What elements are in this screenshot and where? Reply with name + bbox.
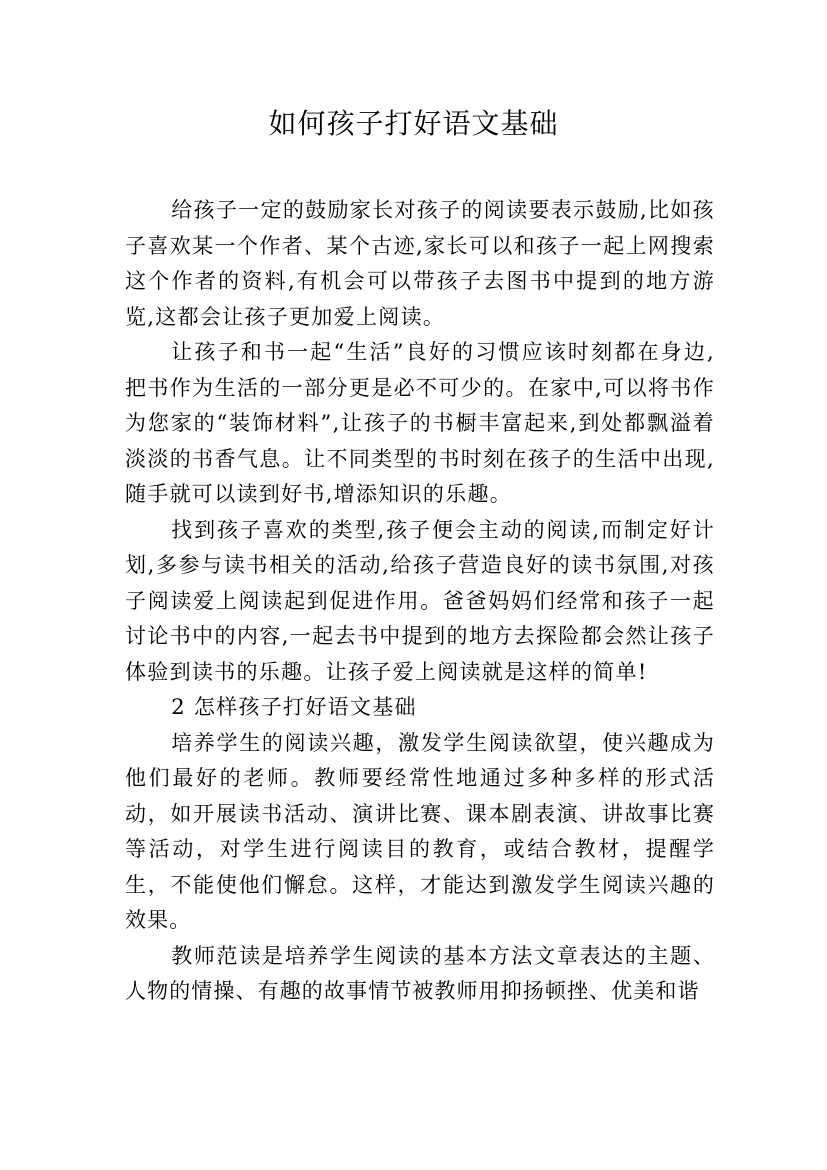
document-body bbox=[125, 193, 715, 1010]
paragraph-living-with-books: 让孩子和书一起“生活”良好的习惯应该时刻都在身边,把书作为生活的一部分更是必不可少的。在家中,可以将书作为您家的“装饰材料”,让孩子的书橱丰富起来,到处都飘溢着淡淡的书香气息。让不同类型的书时刻在孩子的生活中出现,随手就可以读到好书,增添知识的乐趣。 bbox=[125, 340, 715, 506]
paragraph-encouragement: 给孩子一定的鼓励家长对孩子的阅读要表示鼓励,比如孩子喜欢某一个作者、某个古迹,家长可以和孩子一起上网搜索这个作者的资料,有机会可以带孩子去图书中提到的地方游览,这都会让孩子更加爱上阅读。 bbox=[125, 198, 715, 329]
paragraph-favorite-types: 找到孩子喜欢的类型,孩子便会主动的阅读,而制定好计划,多参与读书相关的活动,给孩子营造良好的读书氛围,对孩子阅读爱上阅读起到促进作用。爸爸妈妈们经常和孩子一起讨论书中的内容,一起去书中提到的地方去探险都会然让孩子体验到读书的乐趣。让孩子爱上阅读就是这样的简单! bbox=[125, 517, 715, 684]
section-heading: 2 怎样孩子打好语文基础 bbox=[171, 695, 417, 719]
paragraph-teacher-reading: 教师范读是培养学生阅读的基本方法文章表达的主题、人物的情操、有趣的故事情节被教师用抑扬顿挫、优美和谐 bbox=[125, 943, 715, 1003]
document-title: 如何孩子打好语文基础 bbox=[268, 107, 559, 140]
paragraph-reading-interest: 培养学生的阅读兴趣，激发学生阅读欲望，使兴趣成为他们最好的老师。教师要经常性地通过多种多样的形式活动，如开展读书活动、演讲比赛、课本剧表演、讲故事比赛等活动，对学生进行阅读目的教育，或结合教材，提醒学生，不能使他们懈怠。这样，才能达到激发学生阅读兴趣的效果。 bbox=[125, 730, 715, 932]
